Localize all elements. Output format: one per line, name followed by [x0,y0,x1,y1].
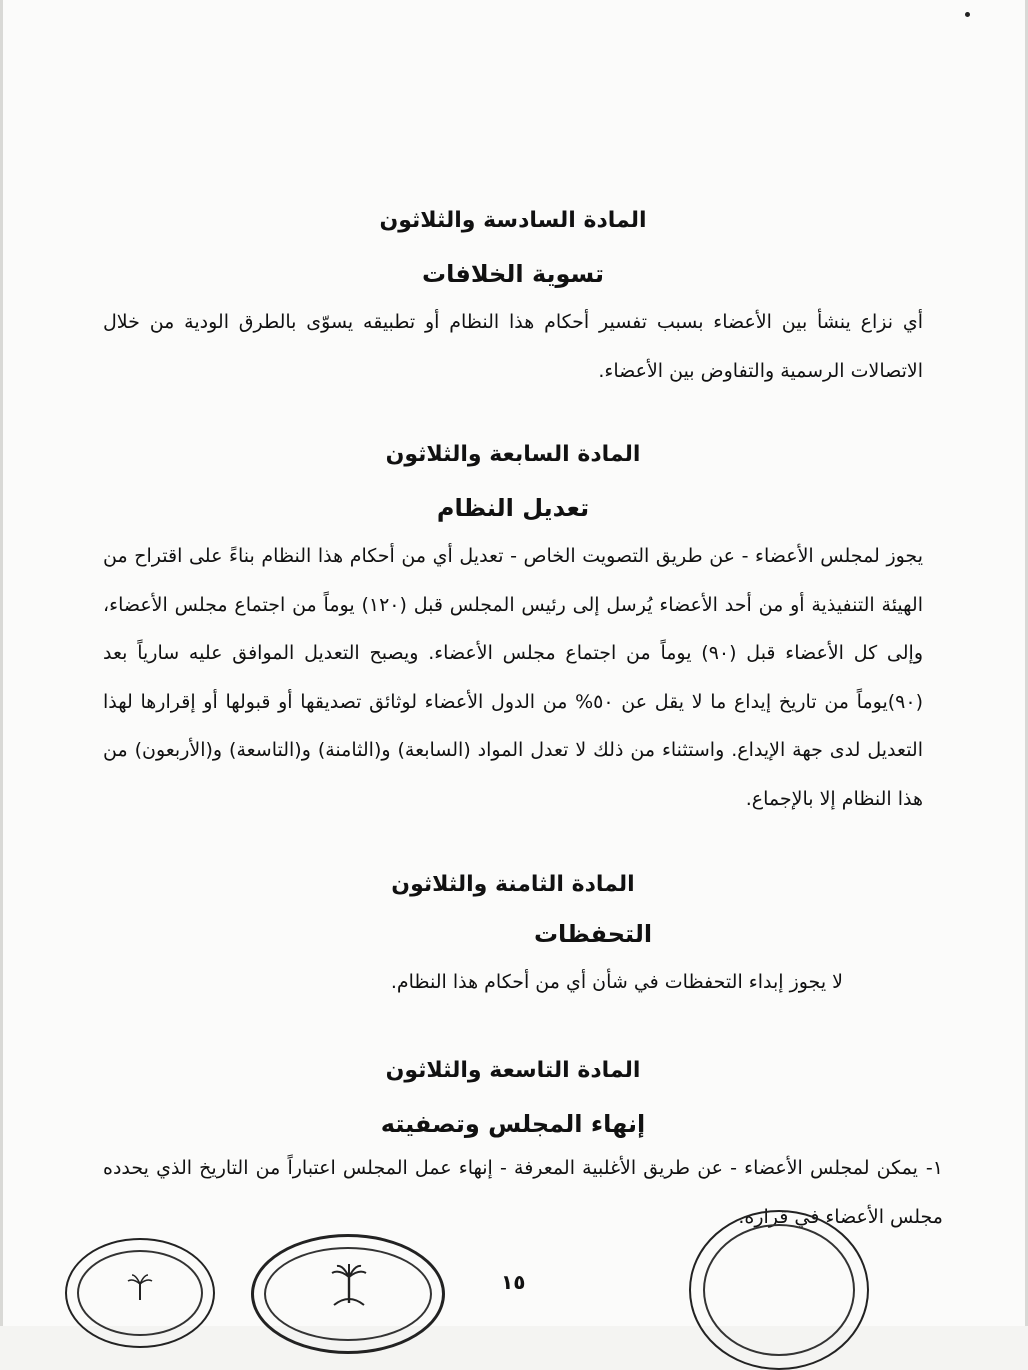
article-38-heading: المادة الثامنة والثلاثون [391,872,635,897]
article-39-heading: المادة التاسعة والثلاثون [385,1058,641,1083]
article-37 [103,440,923,823]
article-38-text: لا يجوز إبداء التحفظات في شأن أي من أحكام هذا النظام. [390,971,843,993]
article-38 [103,870,923,1007]
article-36-title: تسوية الخلافات [421,260,604,288]
article-38-title: التحفظات [533,920,653,948]
palm-emblem-icon [125,1272,155,1302]
scan-dot [965,12,970,17]
article-37-title: تعديل النظام [436,494,590,522]
article-37-text: يجوز لمجلس الأعضاء - عن طريق التصويت الخاص - تعديل أي من أحكام هذا النظام بناءً على اقتراح من الهيئة التنفيذية أو من أحد الأعضاء يُرسل إلى رئيس المجلس قبل (١٢٠) يوماً من اجتماع مجلس الأعضاء، وإلى كل الأعضاء قبل (٩٠) يوماً من اجتماع مجلس الأعضاء. ويصبح التعديل الموافق عليه سارياً بعد (٩٠)يوماً من تاريخ إيداع ما لا يقل عن ٥٠% من الدول الأعضاء لوثائق تصديقها أو قبولها أو إقرارها لهذا التعديل لدى جهة الإيداع. واستثناء من ذلك لا تعدل المواد (السابعة) و(الثامنة) و(التاسعة) و(الأربعون) من هذا النظام إلا بالإجماع. [103,545,923,810]
item-number: ١- [925,1157,943,1179]
seal-left [65,1238,215,1348]
article-36 [103,206,923,395]
article-36-heading: المادة السادسة والثلاثون [379,208,647,233]
article-37-heading: المادة السابعة والثلاثون [385,442,641,467]
item-text: يمكن لمجلس الأعضاء - عن طريق الأغلبية المعرفة - إنهاء عمل المجلس اعتباراً من التاريخ الذي يحدده مجلس الأعضاء في قراره. [103,1157,943,1228]
palm-swords-emblem-icon [329,1263,369,1309]
article-39-title: إنهاء المجلس وتصفيته [380,1110,646,1138]
seal-council [251,1234,445,1354]
article-36-text: أي نزاع ينشأ بين الأعضاء بسبب تفسير أحكام هذا النظام أو تطبيقه يسوّى بالطرق الودية من خلال الاتصالات الرسمية والتفاوض بين الأعضاء. [103,311,923,382]
page-number: ١٥ [501,1270,526,1294]
seal-ministry [689,1210,869,1370]
